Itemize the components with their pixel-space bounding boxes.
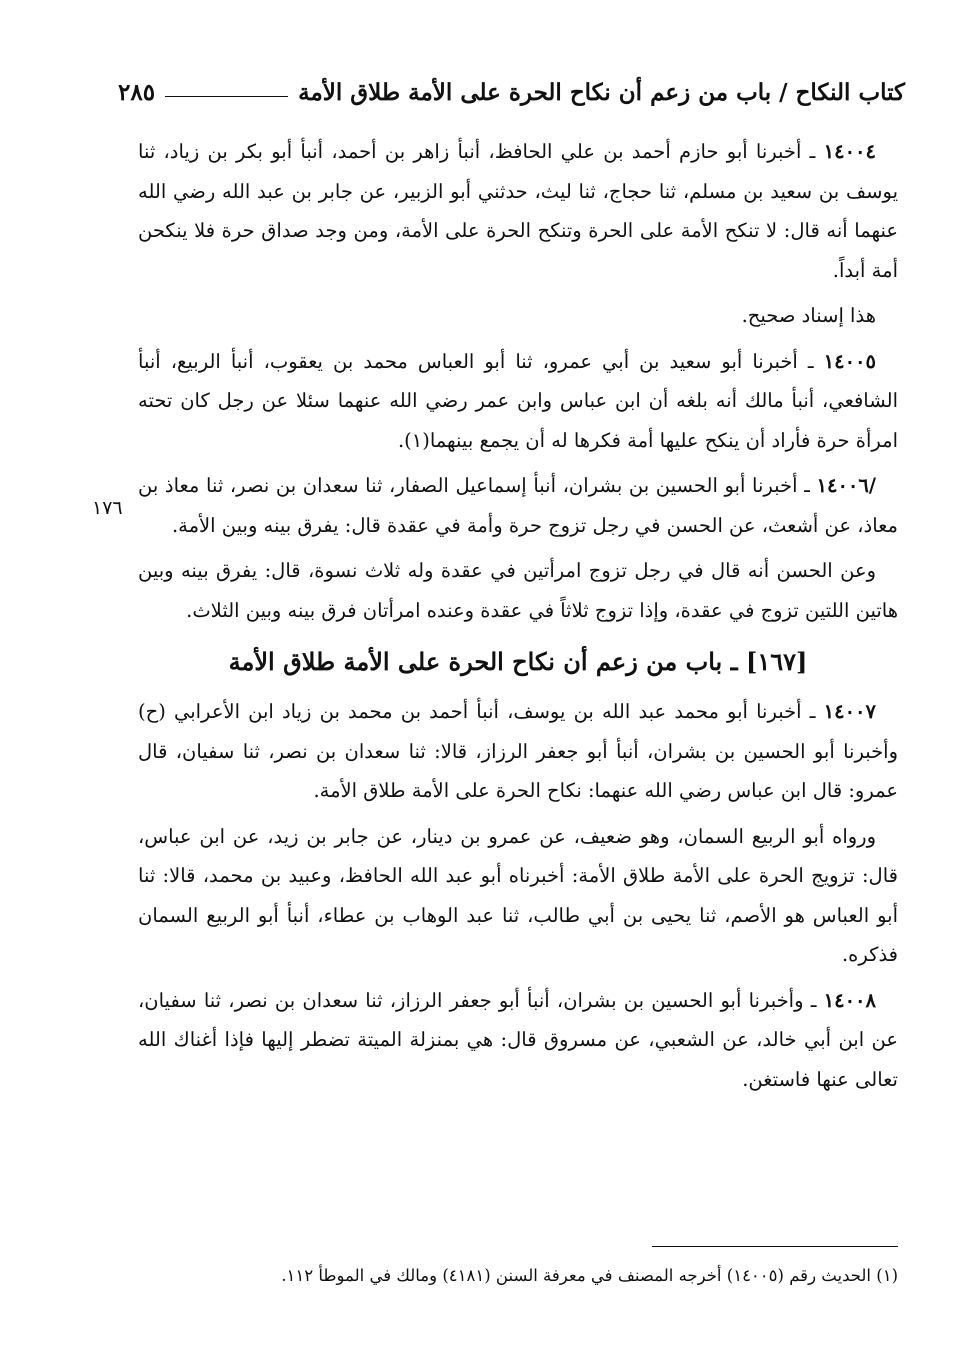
header-rule (165, 96, 288, 97)
hadith-paragraph (138, 466, 898, 545)
hadith-text: ـ أخبرنا أبو سعيد بن أبي عمرو، ثنا أبو العباس محمد بن يعقوب، أنبأ الربيع، أنبأ الشافعي، أنبأ مالك أنه بلغه أن ابن عباس وابن عمر رضي الله عنهما سئلا عن رجل كان تحته امرأة حرة فأراد أن ينكح عليها أمة فكرها له أن يجمع بينهما(١). (138, 349, 898, 452)
grading-text: هذا إسناد صحيح. (741, 304, 876, 327)
running-header (118, 72, 905, 112)
hadith-text: ـ وأخبرنا أبو الحسين بن بشران، أنبأ أبو جعفر الرزاز، ثنا سعدان بن نصر، ثنا سفيان، عن ابن أبي خالد، عن الشعبي، عن مسروق قال: هي بمنزلة الميتة تضطر إليها فإذا أغناك الله تعالى عنها فاستغن. (138, 988, 898, 1091)
hadith-paragraph (138, 692, 898, 811)
hadith-text: ـ أخبرنا أبو الحسين بن بشران، أنبأ إسماعيل الصفار، ثنا سعدان بن نصر، ثنا معاذ بن معاذ، عن أشعث، عن الحسن في رجل تزوج حرة وأمة في عقدة قال: يفرق بينه وبين الأمة. (138, 474, 898, 537)
grading-paragraph (138, 296, 898, 336)
hadith-paragraph (138, 981, 898, 1100)
hadith-number: ١٤٠٠٧ (823, 700, 876, 723)
hadith-number: ١٤٠٠٥ (823, 349, 876, 373)
hadith-text: ـ أخبرنا أبو محمد عبد الله بن يوسف، أنبأ أحمد بن محمد بن زياد ابن الأعرابي (ح) وأخبرنا أبو الحسين بن بشران، أنبأ أبو جعفر الرزاز، قالا: ثنا سعدان بن نصر، ثنا سفيان، قال عمرو: قال ابن عباس رضي الله عنهما: نكاح الحرة على الأمة طلاق الأمة. (138, 700, 898, 802)
hadith-paragraph (138, 132, 898, 290)
commentary-paragraph (138, 817, 898, 975)
hadith-number: /١٤٠٠٦ (816, 474, 876, 497)
hadith-number: ١٤٠٠٤ (823, 140, 876, 163)
commentary-text: ورواه أبو الربيع السمان، وهو ضعيف، عن عمرو بن دينار، عن جابر بن زيد، عن ابن عباس، قال: تزويج الحرة على الأمة طلاق الأمة: أخبرناه أبو عبد الله الحافظ، وعبيد بن محمد، قالا: ثنا أبو العباس هو الأصم، ثنا يحيى بن أبي طالب، ثنا عبد الوهاب بن عطاء، أنبأ أبو الربيع السمان فذكره. (138, 824, 898, 966)
footnote: (١) الحديث رقم (١٤٠٠٥) أخرجه المصنف في معرفة السنن (٤١٨١) ومالك في الموطأ ١١٢. (281, 1266, 898, 1285)
commentary-paragraph (138, 551, 898, 630)
header-title: كتاب النكاح / باب من زعم أن نكاح الحرة على الأمة طلاق الأمة (298, 78, 905, 106)
page-number: ٢٨٥ (118, 78, 156, 106)
footnote-separator (652, 1246, 898, 1247)
margin-page-marker: ١٧٦ (92, 497, 123, 519)
page-body (138, 132, 898, 1105)
chapter-heading: [١٦٧] ـ باب من زعم أن نكاح الحرة على الأمة طلاق الأمة (228, 647, 808, 676)
hadith-text: ـ أخبرنا أبو حازم أحمد بن علي الحافظ، أنبأ زاهر بن أحمد، أنبأ أبو بكر بن زياد، ثنا يوسف بن سعيد بن مسلم، ثنا حجاج، ثنا ليث، حدثني أبو الزبير، عن جابر بن عبد الله رضي الله عنهما أنه قال: لا تنكح الأمة على الحرة وتنكح الحرة على الأمة، ومن وجد صداق حرة فلا ينكحن أمة أبداً. (138, 140, 898, 282)
hadith-number: ١٤٠٠٨ (823, 988, 876, 1012)
commentary-text: وعن الحسن أنه قال في رجل تزوج امرأتين في عقدة وله ثلاث نسوة، قال: يفرق بينه وبين هاتين اللتين تزوج في عقدة، وإذا تزوج ثلاثاً في عقدة وعنده امرأتان فرق بينه وبين الثلاث. (138, 559, 898, 622)
hadith-paragraph (138, 342, 898, 461)
